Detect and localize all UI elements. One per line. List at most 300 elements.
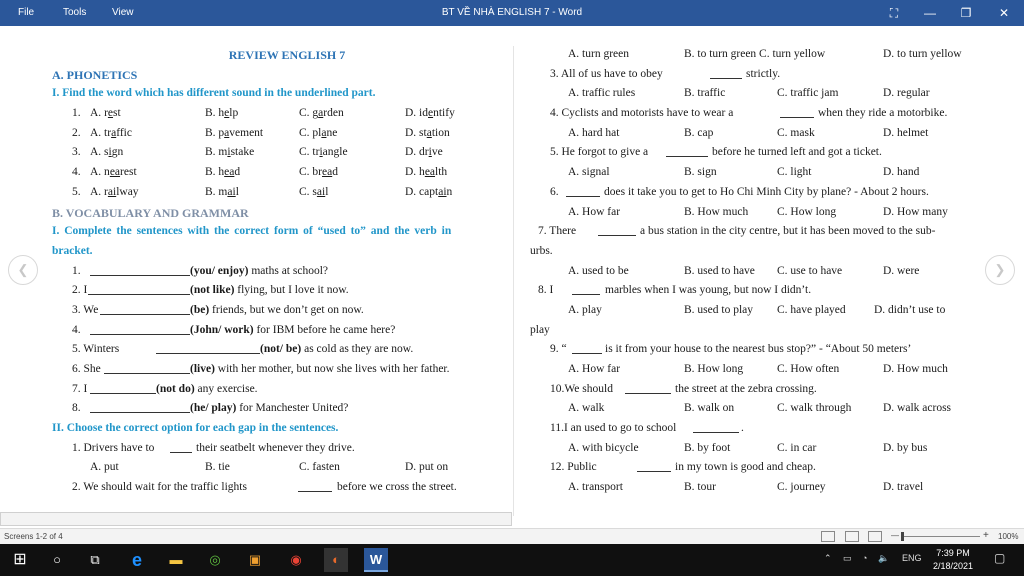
question-12-text-a: 12. Public [550,461,597,474]
question-text-a: 4. Cyclists and motorists have to wear a [550,107,734,120]
menu-tools[interactable]: Tools [63,7,87,18]
option: A. walk [568,402,605,415]
used-to-sentence [52,304,504,324]
answer-blank[interactable] [90,324,190,335]
battery-icon[interactable]: ▭ [843,553,852,563]
start-icon[interactable]: ⊞ [13,551,27,568]
option-suffix: rden [323,107,344,120]
option: B. How long [684,363,744,375]
option: C. How long [777,205,837,218]
sentence-tail [190,324,395,336]
option-suffix: rest [120,166,137,179]
underlined-letters: i [319,146,323,159]
option-suffix: lp [229,107,239,120]
phonetics-option [405,166,447,178]
question-text-b: when they ride a motorbike. [818,107,948,120]
option: A. with bicycle [568,441,639,454]
underlined-letters: ai [227,185,236,198]
option: B. sign [684,166,717,179]
left-page [52,48,504,501]
underlined-letters: a [318,107,324,120]
option-prefix: D. capt [405,185,439,198]
messenger-icon[interactable]: ◐ [324,548,348,572]
option: A. How far [568,363,621,375]
page-divider [513,46,514,516]
sentence-number: 5. Winters [72,343,120,356]
sentence-number: 2. I [72,284,88,297]
option-suffix: l [325,185,329,198]
question-12-blank[interactable] [637,461,671,472]
question-2 [52,481,504,501]
phonetics-option [405,107,455,119]
option-suffix: lway [116,185,139,198]
zoom-slider-thumb[interactable] [901,532,904,541]
question-blank[interactable] [780,107,814,118]
question-11-options [530,442,980,462]
question-7-text-a: 7. There [538,225,577,238]
question-blank[interactable] [566,186,600,197]
sentence-tail [190,265,328,277]
sentence-rest: any exercise. [194,382,258,395]
phonetics-option [405,146,443,158]
question-10-text-a: 10.We should [550,382,613,395]
question-9-options [530,363,980,383]
phonetics-option [205,107,238,119]
question-blank[interactable] [710,68,742,79]
question-6 [530,186,980,206]
option: A. play [568,303,602,316]
horizontal-scrollbar[interactable] [0,512,512,526]
option: D. regular [883,87,930,100]
zoom-in-button[interactable]: + [983,530,989,541]
underlined-letters: ai [107,185,117,198]
option-prefix: D. st [405,126,427,139]
option-prefix: B. m [205,185,228,198]
menu-view[interactable]: View [112,7,134,18]
option: A. transport [568,481,623,494]
underlined-letters: a [321,126,327,139]
answer-blank[interactable] [90,383,156,394]
phonetics-option [205,186,239,198]
underlined-letters: ea [424,166,436,179]
phonetics-option [405,127,450,139]
question-1-text-a: 1. Drivers have to [72,441,155,454]
section-a-instruction: I. Find the word which has different sound in the underlined part. [52,87,376,100]
answer-blank[interactable] [88,284,190,295]
phonetics-option [90,107,121,119]
question-7-text-b: a bus station in the city centre, but it has been moved to the sub- [640,225,936,238]
phonetics-option [205,146,254,158]
store-icon[interactable]: ▣ [248,552,262,567]
phonetics-option [90,127,132,139]
used-to-sentence [52,343,504,363]
option-prefix: A. tr [90,126,112,139]
phonetics-number: 4. [72,166,81,179]
language-indicator[interactable]: ENG [902,553,922,563]
question-options [530,127,980,147]
option-mid: r [104,107,108,120]
section-b-heading: B. VOCABULARY AND GRAMMAR [52,205,249,220]
underlined-letters: ai [438,185,447,198]
chrome-icon[interactable]: ◉ [290,552,302,567]
question-1-blank[interactable] [170,442,192,453]
underlined-letters: i [108,146,112,159]
option: C. fasten [299,461,340,474]
option-prefix: A. n [90,166,110,179]
option-suffix: n [446,185,453,198]
sentence-rest: for Manchester United? [236,402,349,415]
answer-blank[interactable] [90,265,190,276]
question-8-text-b: marbles when I was young, but now I didn’t. [605,284,812,297]
screens-indicator: Screens 1-2 of 4 [4,532,63,541]
underlined-letters: ea [322,166,333,179]
clock[interactable] [924,547,982,573]
used-to-sentence [52,284,504,304]
option: D. were [883,264,920,277]
question-11 [530,422,980,442]
question-7-options [530,265,980,285]
edge-icon[interactable]: e [131,550,142,570]
web-layout-icon[interactable] [868,531,882,542]
question-5 [530,146,980,166]
phonetics-number: 2. [72,126,81,139]
verb-hint: (you/ enjoy) [190,264,249,277]
question-10-blank[interactable] [625,383,671,394]
sentence-number: 3. We [72,303,99,316]
option-prefix: C. g [299,107,319,120]
sentence-number: 1. [72,264,81,277]
sentence-number: 7. I [72,382,88,395]
question-2-blank[interactable] [298,481,332,492]
underlined-letters: a [111,126,117,139]
phonetics-row [52,186,504,206]
option-suffix: d [332,166,338,179]
underlined-letters: e [428,107,434,120]
sentence-tail [190,402,348,414]
task-view-icon[interactable]: ⧉ [90,552,100,567]
option: B. to turn green C. turn yellow [684,48,826,60]
phonetics-option [405,186,452,198]
notifications-icon[interactable]: ▢ [994,551,1006,565]
question-11-text-a: 11.I an used to go to school [550,422,677,435]
question-8 [530,284,980,304]
option-prefix: C. tr [299,146,320,159]
option: D. hand [883,166,920,179]
question-7 [530,225,980,245]
zoom-slider[interactable] [904,536,980,537]
option-suffix: d [234,166,241,179]
sentence-rest: with her mother, but now she lives with her father. [214,363,450,375]
chevron-up-icon[interactable]: ⌃ [824,553,832,563]
underlined-letters: i [428,146,432,159]
question-2-text-b: before we cross the street. [337,481,457,494]
option-prefix: B. p [205,126,225,139]
section-a-heading: A. PHONETICS [52,67,138,82]
sentence-number: 6. She [72,363,101,375]
phonetics-row [52,107,504,127]
option-suffix: stake [230,146,255,159]
app-icon[interactable]: ◎ [209,552,221,567]
question-8-text-a: 8. I [538,284,554,297]
option: C. How often [777,363,840,375]
option-prefix: C. s [299,185,317,198]
option: D. didn’t use to [874,303,946,316]
option: C. in car [777,441,817,454]
status-bar [0,528,1024,544]
option: D. helmet [883,126,929,139]
clock-date: 2/18/2021 [932,561,974,571]
question-12 [530,461,980,481]
restore-button[interactable]: ❐ [960,6,972,20]
search-icon[interactable]: ○ [53,552,61,567]
clock-time: 7:39 PM [936,548,970,558]
sentence-rest: maths at school? [248,264,328,277]
option: B. How much [684,205,749,218]
option: C. use to have [777,264,843,277]
option: A. How far [568,205,621,218]
question-2-text-a: 2. We should wait for the traffic lights [72,481,247,494]
option-prefix: C. br [299,166,322,179]
option: D. put on [405,461,449,474]
phonetics-option [205,166,240,178]
option-suffix: gn [111,146,124,159]
option: A. signal [568,166,610,179]
question-7-text-c: urbs. [530,244,553,257]
question-8-blank[interactable] [572,284,600,295]
sentence-tail [190,304,364,316]
underlined-letters: ea [109,166,121,179]
sentence-number: 8. [72,402,81,415]
option-prefix: B. h [205,107,225,120]
question-8-options [530,304,980,324]
menu-file[interactable]: File [18,7,35,18]
option: C. traffic jam [777,87,839,100]
option: D. by bus [883,441,928,454]
question-11-blank[interactable] [693,422,739,433]
option: B. by foot [684,441,731,454]
option: A. traffic rules [568,87,636,100]
option-prefix: D. dr [405,146,429,159]
question-9-text-a: 9. “ [550,343,567,356]
option: C. have played [777,303,846,316]
file-explorer-icon[interactable]: ▬ [169,552,183,567]
verb-hint: (he/ play) [190,402,237,415]
question-8-text-c: play [530,323,550,336]
option-prefix: C. pl [299,126,322,139]
question-2-options [530,48,980,68]
answer-blank[interactable] [100,304,190,315]
option: C. light [777,166,812,179]
option: B. cap [684,126,714,139]
option-suffix: tion [431,126,450,139]
phonetics-option [299,186,328,198]
answer-blank[interactable] [156,343,260,354]
option-suffix: ne [326,126,338,139]
option-suffix: lth [435,166,448,179]
sentence-number: 4. [72,323,81,336]
option-prefix: D. id [405,107,428,120]
option: A. hard hat [568,126,620,139]
option-suffix: vement [229,126,264,139]
sentence-tail [156,383,258,395]
word-icon[interactable]: W [364,548,388,572]
question-3 [530,68,980,88]
option-suffix: ntify [433,107,455,120]
sentence-rest: flying, but I love it now. [234,284,349,297]
question-1 [52,442,504,462]
option-prefix: A. s [90,146,109,159]
option: B. used to play [684,303,753,316]
document-area[interactable] [0,26,1024,528]
section-b-instruction-line1: I. Complete the sentences with the correct form of “used to” and the verb in [52,225,452,238]
close-button[interactable]: ✕ [998,6,1010,20]
question-text-a: 6. [550,185,559,198]
option: D. walk across [883,402,952,415]
question-9-text-b: is it from your house to the nearest bus stop?” - “About 50 meters’ [605,343,912,356]
title-bar [0,0,1024,26]
phonetics-row [52,127,504,147]
question-8-wrap [530,324,980,344]
option: C. walk through [777,402,852,415]
underlined-letters: i [227,146,231,159]
wifi-icon[interactable]: ◔ [862,553,868,563]
option-prefix: D. h [405,166,425,179]
question-text-b: strictly. [746,67,781,80]
phonetics-option [90,186,139,198]
option: D. How many [883,205,948,218]
option: C. mask [777,126,815,139]
used-to-sentence [52,324,504,344]
option: B. tie [205,461,230,474]
used-to-sentence [52,383,504,403]
question-text-a: 3. All of us have to obey [550,67,663,80]
question-10 [530,383,980,403]
answer-blank[interactable] [90,402,190,413]
page-title: REVIEW ENGLISH 7 [228,48,346,62]
question-11-text-b: . [741,422,744,435]
question-blank[interactable] [666,146,708,157]
previous-screen-button[interactable]: ❮ [8,255,38,285]
question-options [530,87,980,107]
sentence-tail [190,284,349,296]
verb-hint: (John/ work) [190,323,254,336]
option: B. used to have [684,264,755,277]
verb-hint: (not/ be) [260,343,302,356]
verb-hint: (be) [190,303,210,316]
fit-window-icon[interactable]: ⛶ [889,6,899,20]
zoom-out-button[interactable]: — [891,531,899,540]
question-9 [530,343,980,363]
section-b2-instruction: II. Choose the correct option for each gap in the sentences. [52,422,339,435]
sentence-rest: friends, but we don’t get on now. [209,303,364,316]
option: B. traffic [684,87,726,100]
option: B. walk on [684,402,735,415]
used-to-sentence [52,402,504,422]
volume-icon[interactable]: 🔈 [878,553,890,563]
window-title: BT VỀ NHÀ ENGLISH 7 - Word [441,7,583,18]
option: C. journey [777,481,826,494]
phonetics-option [299,107,344,119]
option-suffix: angle [322,146,348,159]
zoom-level[interactable]: 100% [998,532,1019,541]
option: D. to turn yellow [883,48,962,60]
right-page [530,48,980,501]
option-prefix: A. r [90,185,108,198]
option-prefix: B. h [205,166,225,179]
sentence-rest: as cold as they are now. [301,343,414,356]
phonetics-option [299,146,348,158]
underlined-letters: e [224,107,230,120]
print-layout-icon[interactable] [845,531,859,542]
question-7-wrap [530,245,980,265]
option: A. turn green [568,48,629,60]
question-12-options [530,481,980,501]
question-text-b: before he turned left and got a ticket. [712,146,882,159]
option-suffix: l [235,185,239,198]
phonetics-row [52,166,504,186]
sentence-rest: for IBM before he came here? [253,323,396,336]
question-text-a: 5. He forgot to give a [550,146,649,159]
option: D. travel [883,481,924,494]
question-12-text-b: in my town is good and cheap. [675,461,816,474]
next-screen-button[interactable]: ❯ [985,255,1015,285]
phonetics-number: 5. [72,185,81,198]
question-4 [530,107,980,127]
phonetics-option [299,166,338,178]
option-prefix: B. m [205,146,228,159]
option: A. used to be [568,264,629,277]
question-10-text-b: the street at the zebra crossing. [675,382,817,395]
phonetics-number: 3. [72,146,81,159]
option-prefix: A. [90,107,105,120]
read-mode-icon[interactable] [821,531,835,542]
used-to-sentence [52,265,504,285]
taskbar [0,544,1024,576]
option: A. put [90,461,119,474]
sentence-tail [190,363,450,375]
question-options [530,166,980,186]
sentence-tail [260,343,413,355]
question-1-text-b: their seatbelt whenever they drive. [196,441,355,454]
phonetics-option [90,146,123,158]
underlined-letters: a [224,126,230,139]
phonetics-option [90,166,137,178]
answer-blank[interactable] [104,363,190,374]
section-b-instruction-line2: bracket. [52,244,93,257]
option: B. tour [684,481,716,494]
verb-hint: (not like) [190,284,235,297]
question-options [530,206,980,226]
underlined-letters: e [107,107,114,120]
phonetics-option [299,127,337,139]
question-7-blank[interactable] [598,225,636,236]
question-10-options [530,402,980,422]
option: D. How much [883,363,948,375]
verb-hint: (live) [190,363,215,375]
option-suffix: ffic [116,126,132,139]
question-text-b: does it take you to get to Ho Chi Minh City by plane? - About 2 hours. [604,185,929,198]
option-suffix: st [113,107,121,120]
underlined-letters: a [426,126,432,139]
minimize-button[interactable]: — [924,6,936,20]
phonetics-option [205,127,263,139]
phonetics-row [52,146,504,166]
verb-hint: (not do) [156,382,195,395]
phonetics-number: 1. [72,107,81,120]
question-9-blank[interactable] [572,343,602,354]
underlined-letters: ai [316,185,326,198]
used-to-sentence [52,363,504,383]
